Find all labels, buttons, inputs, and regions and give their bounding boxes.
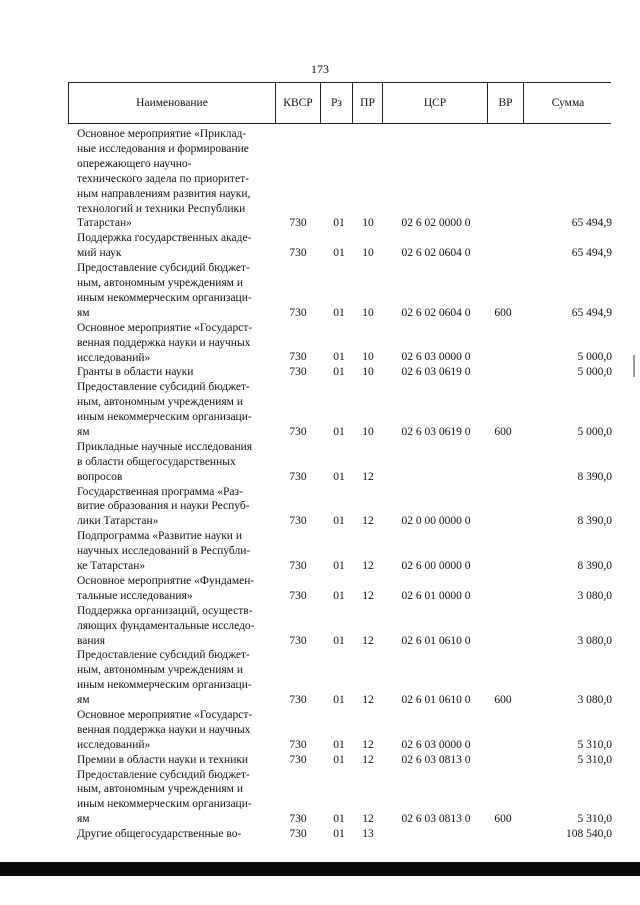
table-row: [0, 127, 640, 231]
row-rz: 01: [333, 425, 345, 438]
row-vr: 600: [494, 694, 512, 707]
row-vr: 600: [494, 425, 512, 438]
row-name: Предоставление субсидий бюджет- ным, автономным учреждениям и иным некоммерческим организаци- ям: [77, 262, 252, 319]
row-name: Предоставление субсидий бюджет- ным, автономным учреждениям и иным некоммерческим организаци- ям: [77, 381, 252, 438]
header-pr: ПР: [353, 83, 383, 124]
row-rz: 01: [333, 753, 345, 766]
table-row: [0, 827, 640, 842]
row-rz: 01: [333, 634, 345, 647]
row-sum: 8 390,0: [577, 560, 612, 573]
row-sum: 65 494,9: [571, 306, 612, 319]
row-pr: 10: [362, 351, 374, 364]
row-rz: 01: [333, 217, 345, 230]
row-sum: 5 310,0: [577, 813, 612, 826]
header-rz: Рз: [321, 83, 353, 124]
row-name: Основное мероприятие «Фундамен- тальные исследования»: [77, 574, 255, 602]
row-name: Основное мероприятие «Государст- венная поддержка науки и научных исследований»: [77, 709, 253, 751]
row-csr: 02 6 01 0610 0: [401, 694, 471, 707]
table-row: [0, 753, 640, 768]
row-kvsr: 730: [289, 366, 307, 379]
row-name: Основное мероприятие «Приклад- ные исследования и формирование опережающего научно- технического задела по приоритет- ным направлениям развития науки, технологий и техники Республики Татарстан»: [77, 128, 251, 230]
table-row: [0, 574, 640, 604]
row-pr: 10: [362, 247, 374, 260]
row-kvsr: 730: [289, 470, 307, 483]
row-kvsr: 730: [289, 247, 307, 260]
row-kvsr: 730: [289, 589, 307, 602]
row-pr: 10: [362, 306, 374, 319]
row-pr: 12: [362, 470, 374, 483]
row-kvsr: 730: [289, 634, 307, 647]
table-row: [0, 529, 640, 574]
row-rz: 01: [333, 589, 345, 602]
table-header: [68, 82, 611, 124]
table-body: [0, 127, 640, 842]
row-kvsr: 730: [289, 351, 307, 364]
table-row: [0, 380, 640, 440]
row-pr: 12: [362, 813, 374, 826]
row-kvsr: 730: [289, 813, 307, 826]
row-sum: 5 000,0: [577, 366, 612, 379]
row-kvsr: 730: [289, 217, 307, 230]
row-csr: 02 6 01 0610 0: [401, 634, 471, 647]
row-name: Государственная программа «Раз- витие образования и науки Респуб- лики Татарстан»: [77, 485, 250, 528]
table-row: [0, 231, 640, 261]
table-row: [0, 768, 640, 828]
table-row: [0, 365, 640, 380]
table-row: [0, 440, 640, 485]
page-number: 173: [311, 62, 329, 76]
row-rz: 01: [333, 306, 345, 319]
row-csr: 02 6 03 0813 0: [401, 753, 471, 766]
row-rz: 01: [333, 738, 345, 751]
row-sum: 3 080,0: [577, 589, 612, 602]
row-rz: 01: [333, 351, 345, 364]
table-row: [0, 708, 640, 753]
row-sum: 3 080,0: [577, 694, 612, 707]
row-sum: 5 000,0: [577, 351, 612, 364]
row-kvsr: 730: [289, 738, 307, 751]
header-csr: ЦСР: [383, 83, 488, 124]
row-name: Гранты в области науки: [77, 366, 194, 379]
row-name: Другие общегосударственные во-: [77, 828, 242, 841]
row-csr: 02 6 03 0813 0: [401, 813, 471, 826]
row-name: Основное мероприятие «Государст- венная поддержка науки и научных исследований»: [77, 321, 253, 364]
row-vr: 600: [494, 813, 512, 826]
row-csr: 02 6 03 0000 0: [401, 351, 471, 364]
row-pr: 10: [362, 425, 374, 438]
row-csr: 02 6 00 0000 0: [401, 560, 471, 573]
table-row: [0, 261, 640, 321]
row-kvsr: 730: [289, 828, 307, 841]
row-csr: 02 6 02 0604 0: [401, 247, 471, 260]
table-row: [0, 604, 640, 649]
row-csr: 02 6 02 0604 0: [401, 306, 471, 319]
row-sum: 5 000,0: [577, 425, 612, 438]
row-pr: 12: [362, 560, 374, 573]
row-pr: 12: [362, 589, 374, 602]
row-name: Предоставление субсидий бюджет- ным, автономным учреждениям и иным некоммерческим организаци- ям: [77, 768, 252, 826]
scan-edge-mark: [633, 355, 635, 377]
row-kvsr: 730: [289, 560, 307, 573]
row-rz: 01: [333, 515, 345, 528]
row-csr: 02 6 03 0000 0: [401, 738, 471, 751]
row-kvsr: 730: [289, 425, 307, 438]
row-sum: 8 390,0: [577, 515, 612, 528]
header-sum: Сумма: [551, 97, 585, 109]
row-sum: 8 390,0: [577, 470, 612, 483]
row-sum: 3 080,0: [577, 634, 612, 647]
row-pr: 12: [362, 694, 374, 707]
table-row: [0, 648, 640, 708]
row-kvsr: 730: [289, 753, 307, 766]
row-csr: 02 6 03 0619 0: [401, 366, 471, 379]
row-rz: 01: [333, 813, 345, 826]
row-name: Подпрограмма «Развитие науки и научных исследований в Республи- ке Татарстан»: [77, 530, 251, 573]
row-kvsr: 730: [289, 306, 307, 319]
row-rz: 01: [333, 828, 345, 841]
row-kvsr: 730: [289, 694, 307, 707]
scan-bar: [0, 862, 640, 876]
row-kvsr: 730: [289, 515, 307, 528]
row-sum: 5 310,0: [577, 738, 612, 751]
row-csr: 02 6 03 0619 0: [401, 425, 471, 438]
row-csr: 02 0 00 0000 0: [401, 515, 471, 528]
row-pr: 13: [362, 828, 374, 841]
row-sum: 65 494,9: [571, 217, 612, 230]
row-pr: 12: [362, 634, 374, 647]
row-sum: 65 494,9: [571, 247, 612, 260]
row-sum: 5 310,0: [577, 753, 612, 766]
row-csr: 02 6 02 0000 0: [401, 217, 471, 230]
row-sum: 108 540,0: [566, 828, 612, 841]
row-csr: 02 6 01 0000 0: [401, 589, 471, 602]
row-rz: 01: [333, 560, 345, 573]
header-name: Наименование: [69, 83, 276, 124]
row-rz: 01: [333, 694, 345, 707]
row-rz: 01: [333, 247, 345, 260]
row-name: Предоставление субсидий бюджет- ным, автономным учреждениям и иным некоммерческим организаци- ям: [77, 649, 252, 707]
row-rz: 01: [333, 366, 345, 379]
row-name: Прикладные научные исследования в области общегосударственных вопросов: [77, 440, 253, 483]
row-pr: 12: [362, 753, 374, 766]
header-vr: ВР: [488, 83, 524, 124]
table-row: [0, 321, 640, 366]
table-row: [0, 485, 640, 530]
row-pr: 10: [362, 366, 374, 379]
row-vr: 600: [494, 306, 512, 319]
row-name: Поддержка организаций, осуществ- ляющих фундаментальные исследо- вания: [77, 604, 255, 647]
row-name: Поддержка государственных акаде- мий наук: [77, 232, 252, 260]
row-pr: 10: [362, 217, 374, 230]
header-kvsr: КВСР: [276, 83, 321, 124]
row-name: Премии в области науки и техники: [77, 753, 249, 766]
row-rz: 01: [333, 470, 345, 483]
row-pr: 12: [362, 515, 374, 528]
row-pr: 12: [362, 738, 374, 751]
